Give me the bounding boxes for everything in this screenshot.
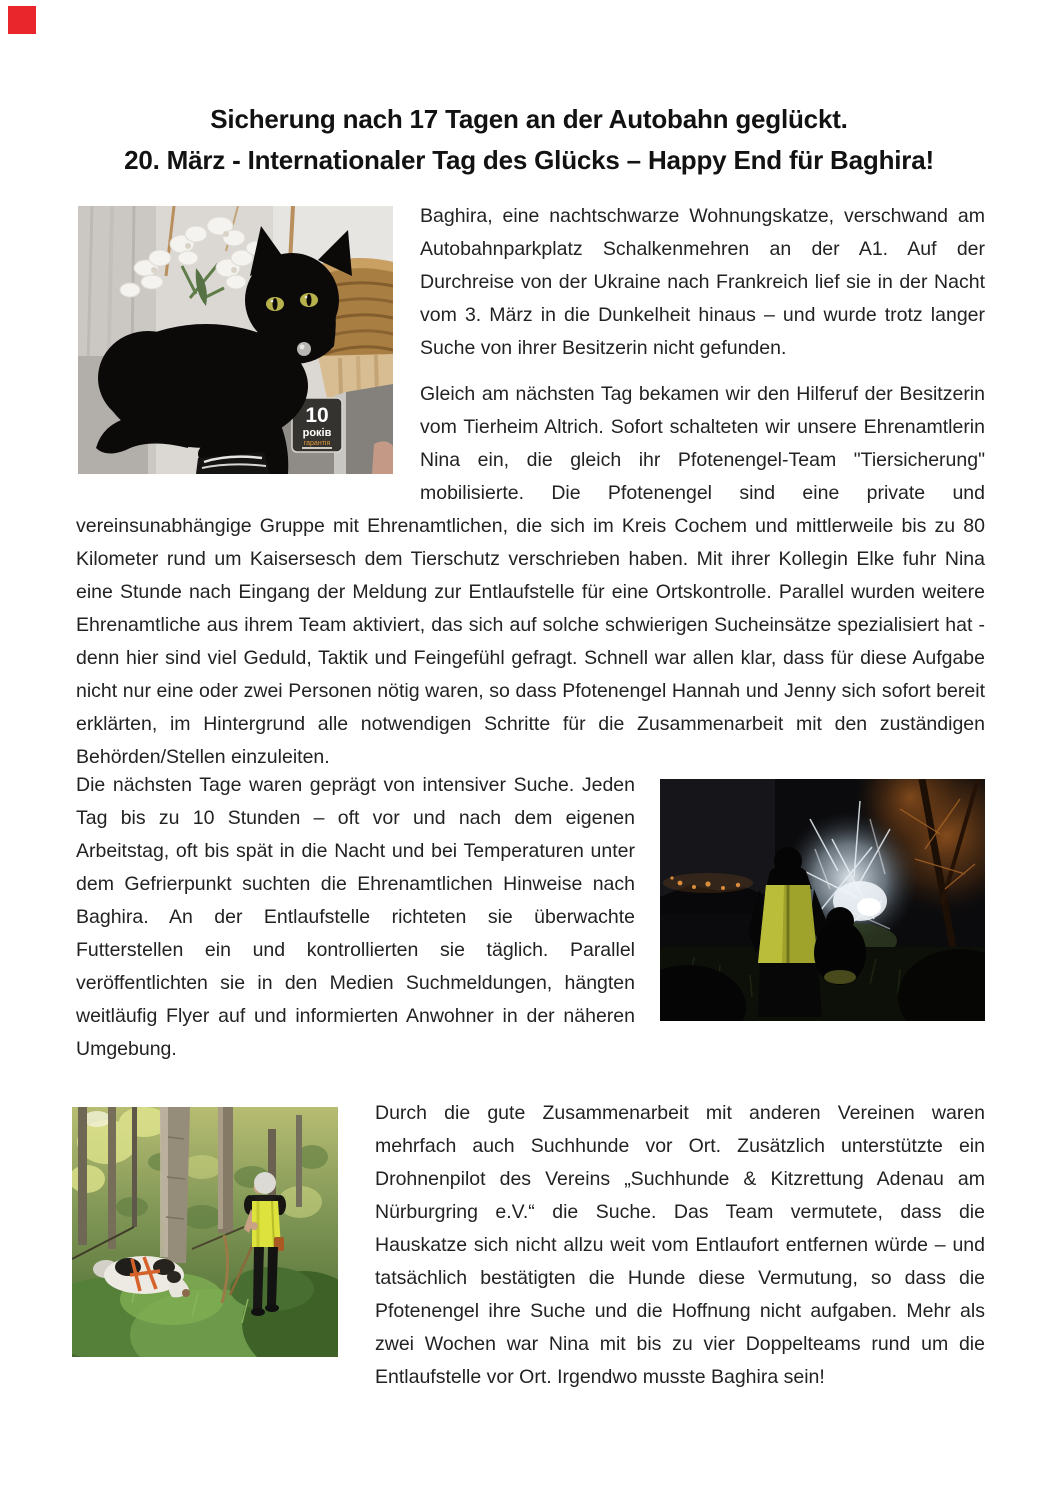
title-line-1: Sicherung nach 17 Tagen an der Autobahn geglückt.: [210, 104, 848, 135]
section-search-dogs: [76, 1097, 985, 1394]
label-rokiv: років: [302, 427, 332, 439]
section-intro: [76, 200, 985, 774]
black-cat-illustration: [78, 206, 393, 474]
section-night-search: [76, 769, 985, 1066]
page-title: [0, 99, 1058, 181]
collar-bell: [297, 342, 311, 356]
search-dog-forest-photo: [72, 1107, 338, 1357]
paragraph-search-days: Die nächsten Tage waren geprägt von intensiver Suche. Jeden Tag bis zu 10 Stunden – oft vor und nach dem eigenen Arbeitstag, oft bis spät in die Nacht und bei Temperaturen unter dem Gefrierpunkt suchten die Ehrenamtlichen Hinweise nach Baghira. An der Entlaufstelle richteten sie überwachte Futterstellen ein und kontrollierten sie täglich. Parallel veröffentlichten sie in den Medien Suchmeldungen, hängten weitläufig Flyer auf und informierten Anwohner in der näheren Umgebung.: [76, 774, 635, 1060]
label-number: 10: [305, 404, 329, 427]
title-line-2: 20. März - Internationaler Tag des Glücks – Happy End für Baghira!: [124, 145, 934, 176]
forest-search-illustration: [72, 1107, 338, 1357]
paragraph-help-call: Gleich am nächsten Tag bekamen wir den Hilferuf der Besitzerin vom Tierheim Altrich. Sofort schalteten wir unsere Ehrenamtlerin Nina ein, die gleich ihr Pfotenengel-Team "Tiersicherung" mobilisierte. Die Pfotenengel sind eine private und vereinsunabhängige Gruppe mit Ehrenamtlichen, die sich im Kreis Cochem und mittlerweile bis zu 80 Kilometer rund um Kaisersesch dem Tierschutz verschrieben haben. Mit ihrer Kollegin Elke fuhr Nina eine Stunde nach Eingang der Meldung zur Entlaufstelle für eine Ortskontrolle. Parallel wurden weitere Ehrenamtliche aus ihrem Team aktiviert, das sich auf solche schwierigen Sucheinsätze spezialisiert hat - denn hier sind viel Geduld, Taktik und Feingefühl gefragt. Schnell war allen klar, dass für diese Aufgabe nicht nur eine oder zwei Personen nötig waren, so dass Pfotenengel Hannah und Jenny sich sofort bereit erklärten, im Hintergrund alle notwendigen Schritte für die Zusammenarbeit mit den zuständigen Behörden/Stellen einzuleiten.: [76, 383, 985, 768]
cursor-marker: [8, 6, 36, 34]
night-search-illustration: [660, 779, 985, 1021]
paragraph-baghira-intro: Baghira, eine nachtschwarze Wohnungskatze, verschwand am Autobahnparkplatz Schalkenmehren an der A1. Auf der Durchreise von der Ukraine nach Frankreich lief sie in der Nacht vom 3. März in die Dunkelheit hinaus – und wurde trotz langer Suche von ihrer Besitzerin nicht gefunden.: [420, 205, 985, 359]
paragraph-search-dogs: Durch die gute Zusammenarbeit mit anderen Vereinen waren mehrfach auch Suchhunde vor Ort. Zusätzlich unterstützte ein Drohnenpilot des Vereins „Suchhunde & Kitzrettung Adenau am Nürburgring e.V.“ die Suche. Das Team vermutete, dass die Hauskatze sich nicht allzu weit vom Entlaufort entfernen würde – und tatsächlich bestätigten die Hunde diese Vermutung, so dass die Pfotenengel ihre Suche und die Hoffnung nicht aufgaben. Mehr als zwei Wochen war Nina mit bis zu vier Doppelteams rund um die Entlaufstelle vor Ort. Irgendwo musste Baghira sein!: [375, 1102, 985, 1388]
label-garantiya: гарантія: [303, 440, 331, 447]
night-search-photo: [660, 779, 985, 1021]
black-cat-photo: [78, 206, 393, 474]
